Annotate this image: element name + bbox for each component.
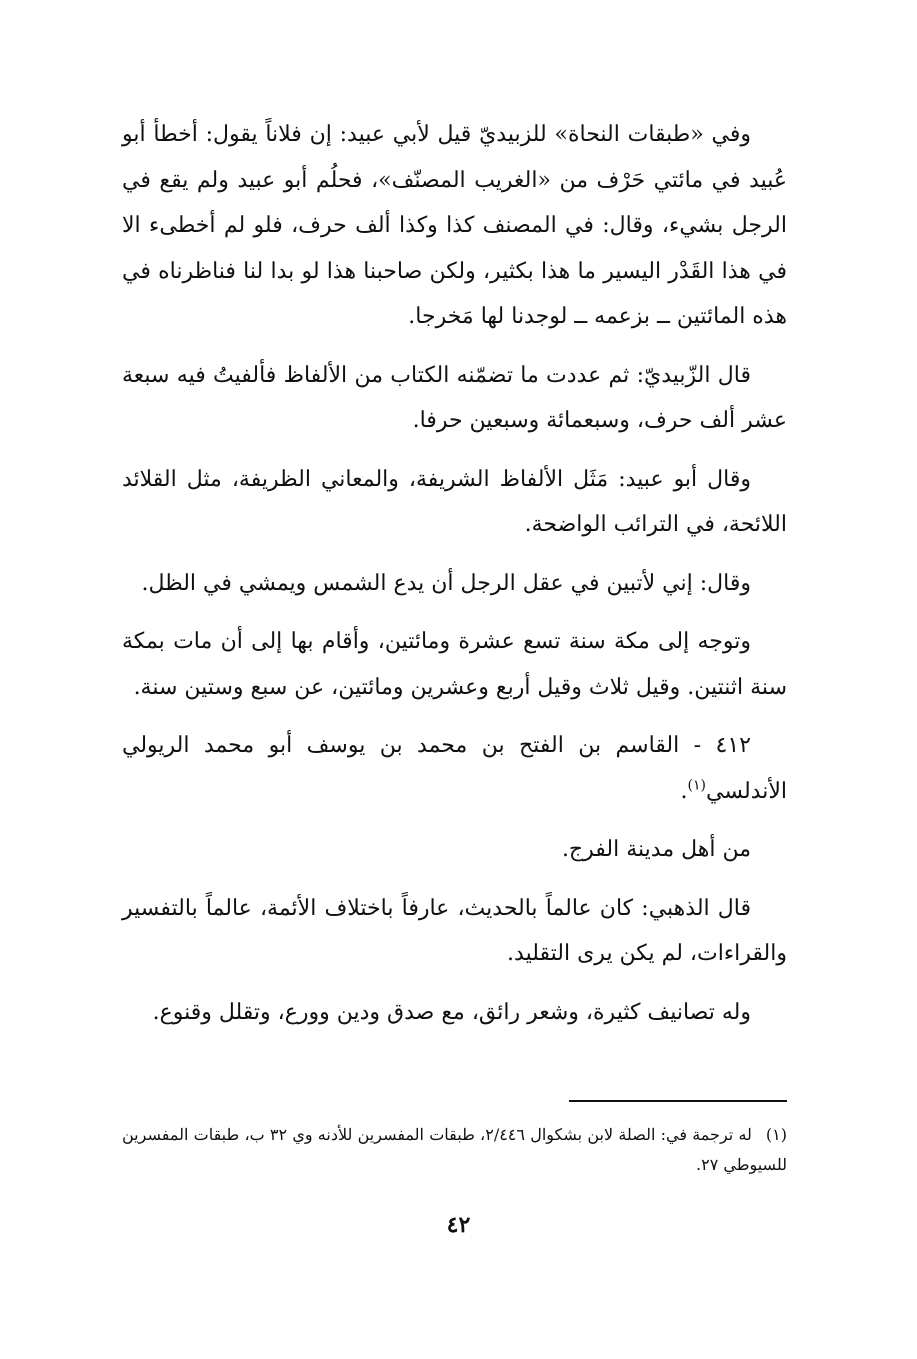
footnote-1	[122, 1120, 787, 1180]
page-body	[122, 112, 787, 1048]
paragraph-letter-count: قال الزّبيديّ: ثم عددت ما تضمّنه الكتاب من الألفاظ فألفيتُ فيه سبعة عشر ألف حرف، وسبعمائة وسبعين حرفا.	[122, 362, 787, 433]
footnote-mark: (١)	[765, 1125, 787, 1144]
entry-heading-412	[122, 723, 787, 814]
footnotes-section	[122, 1120, 787, 1180]
entry-heading-text: ٤١٢ - القاسم بن الفتح بن محمد بن يوسف أبو محمد الريولي الأندلسي	[122, 733, 787, 804]
paragraph-dhahabi-quote: قال الذهبي: كان عالماً بالحديث، عارفاً باختلاف الأئمة، عالماً بالتفسير والقراءات، لم يكن يرى التقليد.	[122, 895, 787, 966]
paragraph-death-mecca: وتوجه إلى مكة سنة تسع عشرة ومائتين، وأقام بها إلى أن مات بمكة سنة اثنتين. وقيل ثلاث وقيل أربع وعشرين ومائتين، عن سبع وستين سنة.	[122, 629, 787, 700]
page-number: ٤٢	[446, 1212, 471, 1238]
footnote-reference[interactable]: (١)	[687, 777, 706, 794]
paragraph-abu-ubaid-saying: وقال أبو عبيد: مَثَل الألفاظ الشريفة، والمعاني الظريفة، مثل القلائد اللائحة، في الترائب الواضحة.	[122, 466, 787, 537]
paragraph-zubaidi-anecdote: وفي «طبقات النحاة» للزبيديّ قيل لأبي عبيد: إن فلاناً يقول: أخطأ أبو عُبيد في مائتي حَرْف من «الغريب المصنّف»، فحلُم أبو عبيد ولم يقع في الرجل بشيء، وقال: في المصنف كذا وكذا ألف حرف، فلو لم أخطىء الا في هذا القَدْر اليسير ما هذا بكثير، ولكن صاحبنا هذا لو بدا لنا فناظرناه في هذه المائتين ــ بزعمه ــ لوجدنا لها مَخرجا.	[122, 122, 787, 329]
paragraph-works: وله تصانيف كثيرة، وشعر رائق، مع صدق ودين وورع، وتقلل وقنوع.	[152, 999, 751, 1025]
entry-heading-period: .	[680, 778, 688, 804]
footnote-text: له ترجمة في: الصلة لابن بشكوال ٢/٤٤٦، طبقات المفسرين للأدنه وي ٣٢ ب، طبقات المفسرين للسيوطي ٢٧.	[122, 1125, 787, 1174]
footnote-divider	[569, 1100, 787, 1102]
paragraph-origin: من أهل مدينة الفرج.	[561, 837, 751, 862]
paragraph-sun-shade-saying: وقال: إني لأتبين في عقل الرجل أن يدع الشمس ويمشي في الظل.	[141, 570, 751, 596]
